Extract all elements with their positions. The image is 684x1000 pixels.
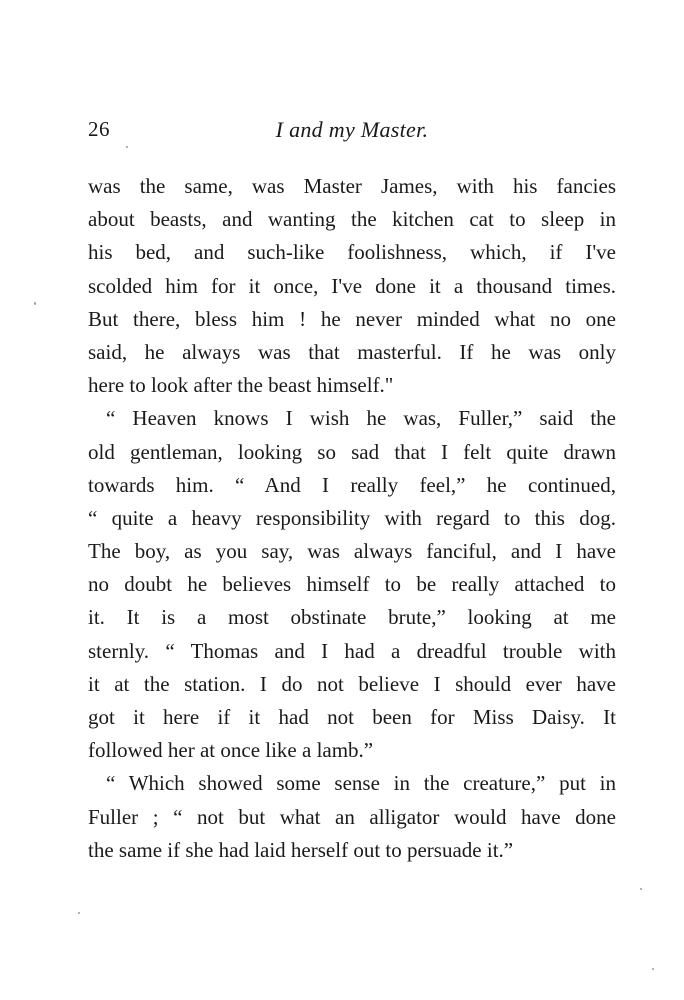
body-text xyxy=(88,170,616,867)
scan-speck xyxy=(78,912,80,914)
text-line: about beasts, and wanting the kitchen cat to sleep in xyxy=(88,207,616,232)
text-line: got it here if it had not been for Miss Daisy. It xyxy=(88,705,616,729)
text-line: it. It is a most obstinate brute,” looking at me xyxy=(88,605,616,630)
page-number: 26 xyxy=(88,117,110,141)
scan-speck xyxy=(652,968,654,970)
text-line: said, he always was that masterful. If he was only xyxy=(88,339,616,364)
text-line: “ Which showed some sense in the creature,” put in xyxy=(106,771,616,796)
text-line: The boy, as you say, was always fanciful, and I have xyxy=(88,539,616,564)
text-line: But there, bless him ! he never minded what no one xyxy=(88,306,616,331)
scan-speck xyxy=(34,302,36,305)
text-line: sternly. “ Thomas and I had a dreadful trouble with xyxy=(88,638,616,663)
text-line: his bed, and such-like foolishness, which, if I've xyxy=(88,240,616,265)
text-line: it at the station. I do not believe I should ever have xyxy=(88,671,616,696)
scan-speck xyxy=(640,888,642,890)
page-header xyxy=(88,117,616,147)
text-line: towards him. “ And I really feel,” he continued, xyxy=(88,472,616,497)
running-title: I and my Master. xyxy=(275,117,429,142)
scan-speck xyxy=(126,146,128,148)
text-line: “ quite a heavy responsibility with regard to this dog. xyxy=(88,505,616,530)
text-line: followed her at once like a lamb.” xyxy=(88,738,374,763)
text-line: here to look after the beast himself." xyxy=(88,373,394,398)
text-line: the same if she had laid herself out to persuade it.” xyxy=(88,837,514,862)
text-line: no doubt he believes himself to be really attached to xyxy=(88,572,616,597)
text-line: Fuller ; “ not but what an alligator would have done xyxy=(88,804,616,829)
text-line: “ Heaven knows I wish he was, Fuller,” said the xyxy=(106,406,616,431)
text-line: old gentleman, looking so sad that I felt quite drawn xyxy=(88,439,616,464)
text-line: was the same, was Master James, with his fancies xyxy=(88,174,616,198)
text-line: scolded him for it once, I've done it a thousand times. xyxy=(88,273,616,298)
